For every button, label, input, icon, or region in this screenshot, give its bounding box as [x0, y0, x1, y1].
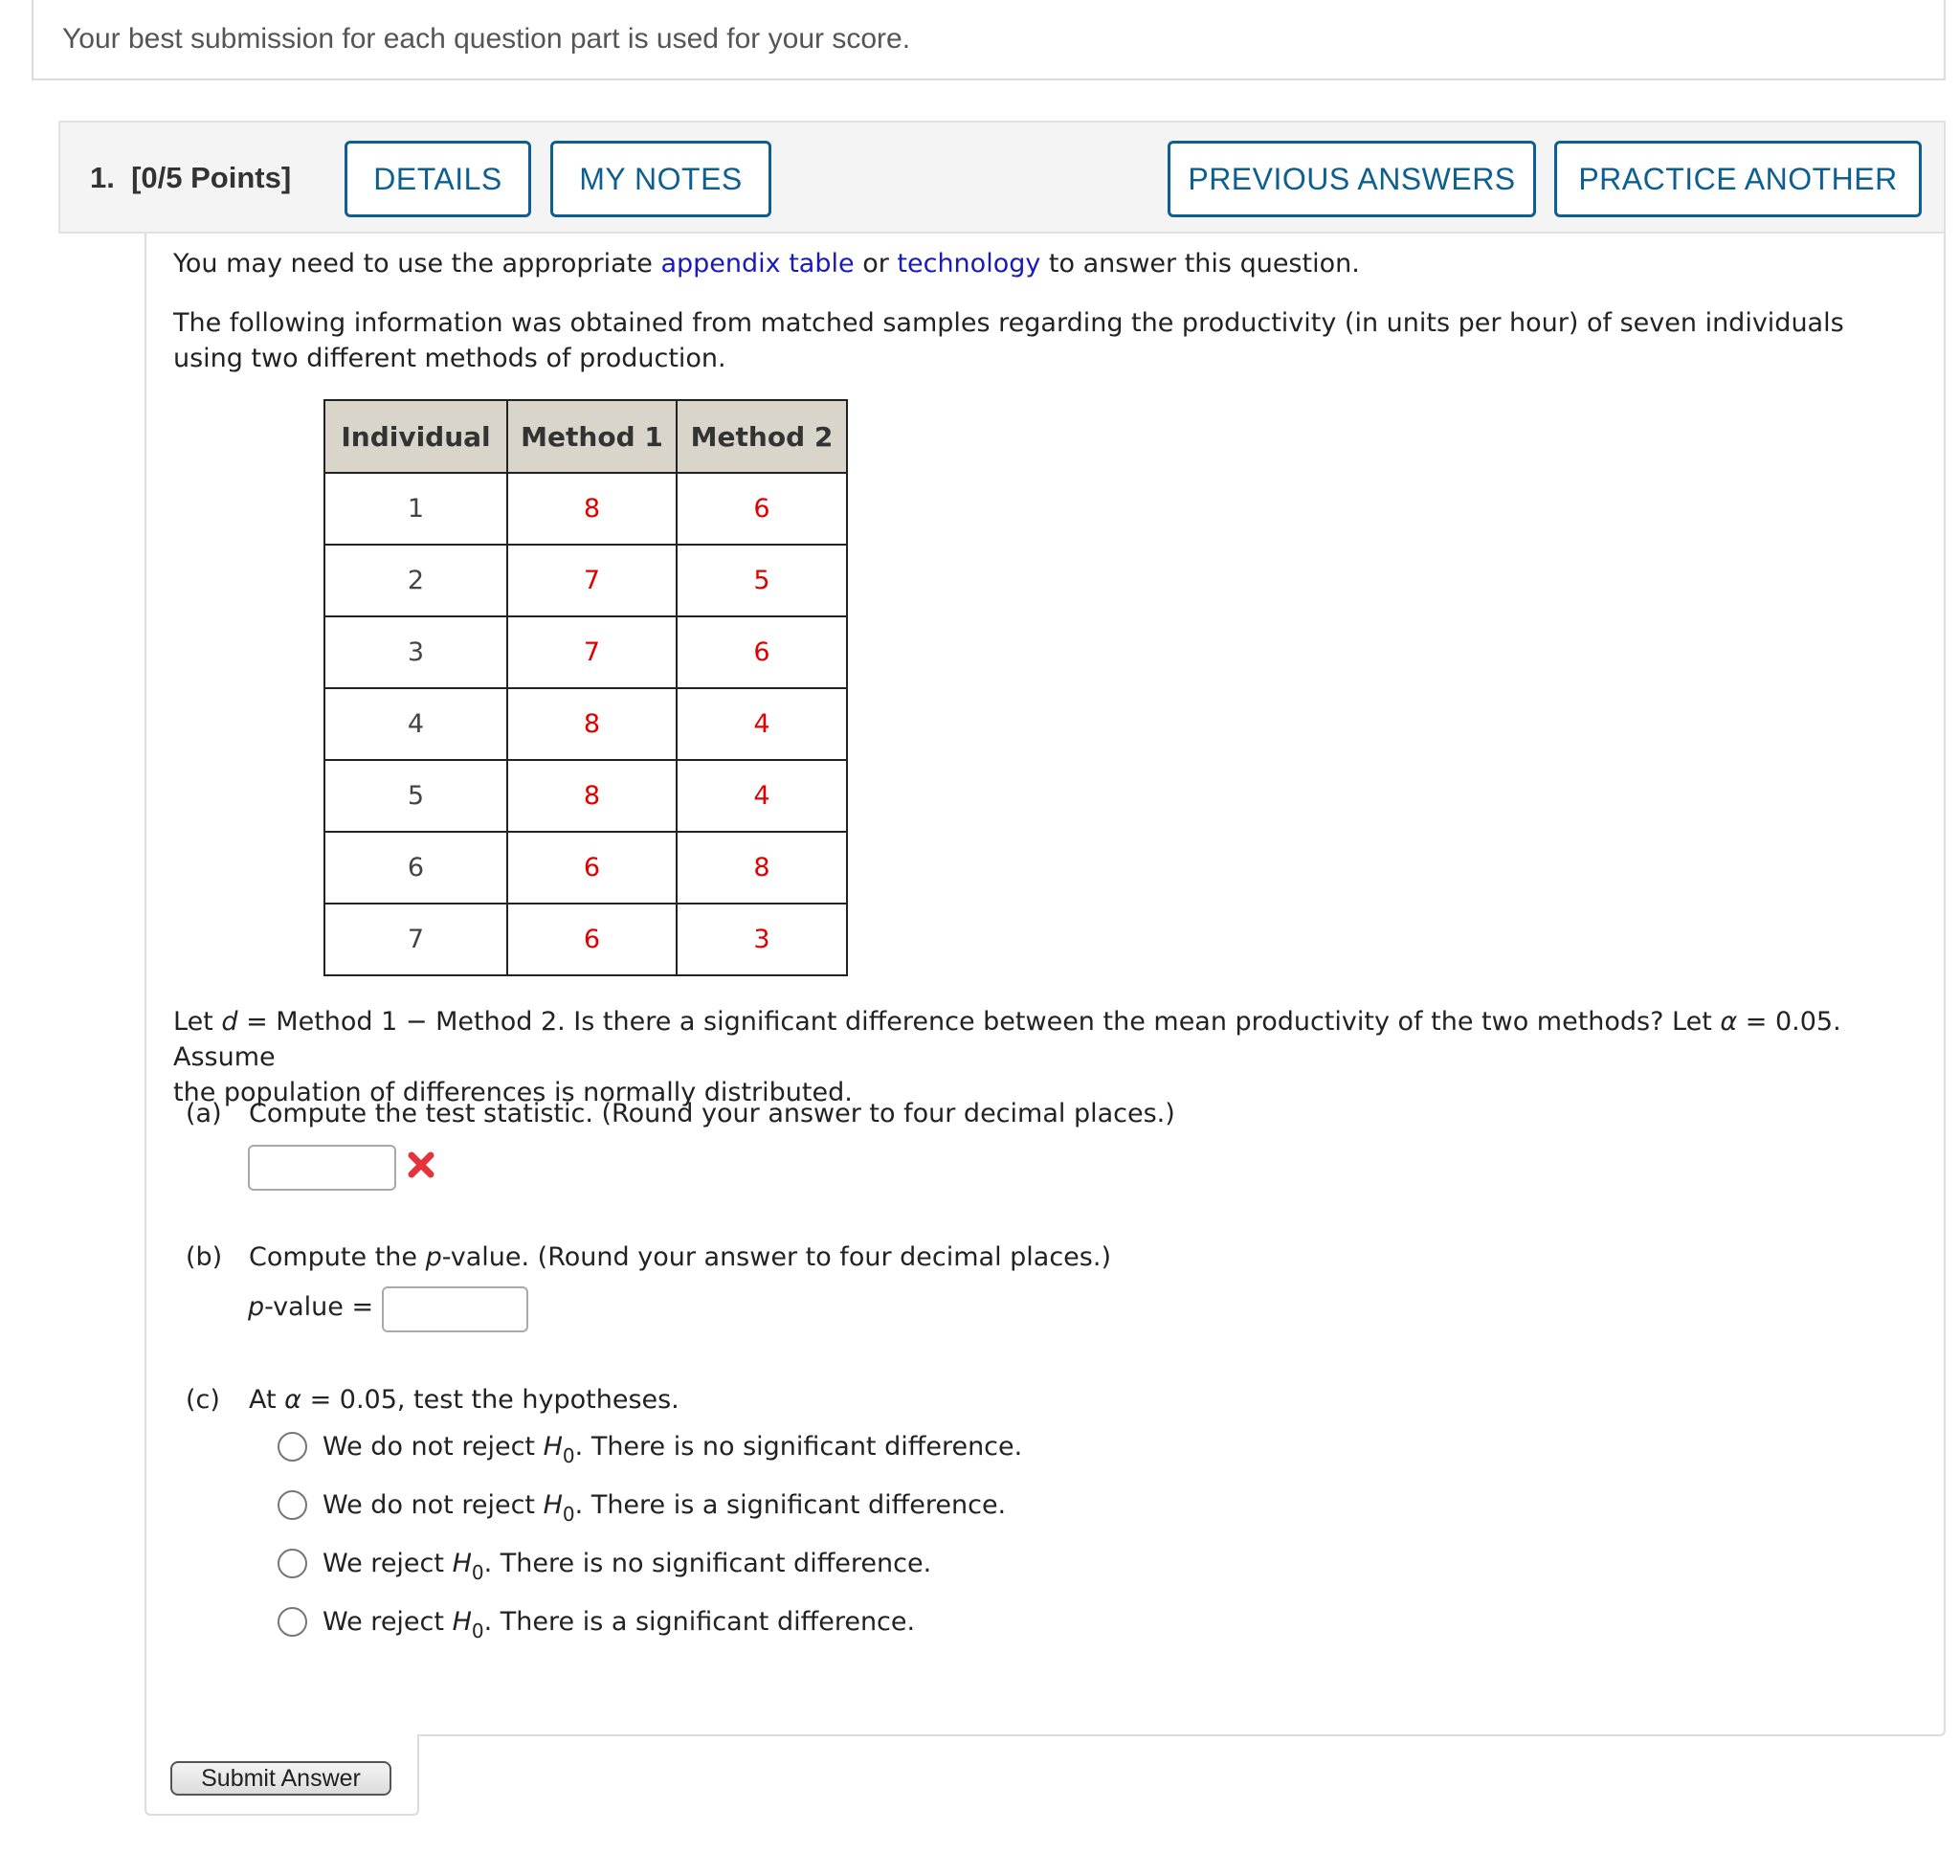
- radio-button[interactable]: [278, 1549, 307, 1578]
- table-row: 5 8 4: [324, 760, 847, 832]
- option-reject-no-difference[interactable]: [278, 1544, 931, 1582]
- table-row: 2 7 5: [324, 545, 847, 616]
- option-not-reject-significant-difference[interactable]: [278, 1485, 1006, 1524]
- part-a-label: (a): [186, 1099, 222, 1128]
- table-row: 1 8 6: [324, 473, 847, 545]
- details-button[interactable]: DETAILS: [345, 141, 531, 217]
- table-row: 7 6 3: [324, 904, 847, 975]
- radio-button[interactable]: [278, 1490, 307, 1520]
- problem-description: The following information was obtained from matched samples regarding the productivity (in units per hour) of seven individuals using two different methods of production.: [173, 308, 1844, 373]
- part-a-prompt: Compute the test statistic. (Round your answer to four decimal places.): [249, 1099, 1175, 1128]
- intro-text: You may need to use the appropriate appendix table or technology to answer this question.: [173, 249, 1360, 279]
- technology-link[interactable]: technology: [897, 249, 1041, 279]
- question-points: [0/5 Points]: [131, 161, 292, 194]
- radio-button[interactable]: [278, 1432, 307, 1462]
- my-notes-button[interactable]: MY NOTES: [550, 141, 771, 217]
- radio-button[interactable]: [278, 1607, 307, 1637]
- submit-answer-button[interactable]: Submit Answer: [170, 1761, 391, 1796]
- question-header: [58, 121, 1946, 234]
- problem-setup: Let d = Method 1 − Method 2. Is there a significant difference between the mean productivity of the two methods? Let α = 0.05. Assume the population of differences is normally distributed.: [173, 1007, 1841, 1107]
- score-notice: Your best submission for each question part is used for your score.: [32, 0, 1946, 80]
- table-header-individual: Individual: [324, 400, 507, 473]
- option-label: We reject $H_0$. There is a significant difference.: [323, 1606, 916, 1642]
- table-row: 6 6 8: [324, 832, 847, 904]
- option-label: We do not reject $H_0$. There is no significant difference.: [323, 1431, 1023, 1467]
- option-label: We do not reject $H_0$. There is a significant difference.: [323, 1489, 1007, 1526]
- previous-answers-button[interactable]: PREVIOUS ANSWERS: [1168, 141, 1536, 217]
- practice-another-button[interactable]: PRACTICE ANOTHER: [1554, 141, 1922, 217]
- part-c-prompt: At α = 0.05, test the hypotheses.: [249, 1385, 679, 1415]
- question-number: 1. [0/5 Points]: [90, 161, 292, 194]
- part-b-prompt: Compute the p-value. (Round your answer to four decimal places.): [249, 1242, 1111, 1272]
- table-header-method-1: Method 1: [507, 400, 677, 473]
- p-value-input[interactable]: [382, 1286, 528, 1332]
- p-value-label: p-value =: [248, 1292, 374, 1322]
- appendix-table-link[interactable]: appendix table: [660, 249, 855, 279]
- table-header-method-2: Method 2: [677, 400, 847, 473]
- part-c-label: (c): [186, 1385, 220, 1415]
- table-row: 3 7 6: [324, 616, 847, 688]
- option-not-reject-no-difference[interactable]: [278, 1427, 1022, 1465]
- test-statistic-input[interactable]: [248, 1145, 396, 1191]
- part-b-label: (b): [186, 1242, 223, 1272]
- incorrect-icon: [405, 1149, 437, 1181]
- table-row: 4 8 4: [324, 688, 847, 760]
- data-table: [323, 399, 848, 976]
- option-reject-significant-difference[interactable]: [278, 1602, 915, 1641]
- option-label: We reject $H_0$. There is no significant difference.: [323, 1548, 932, 1584]
